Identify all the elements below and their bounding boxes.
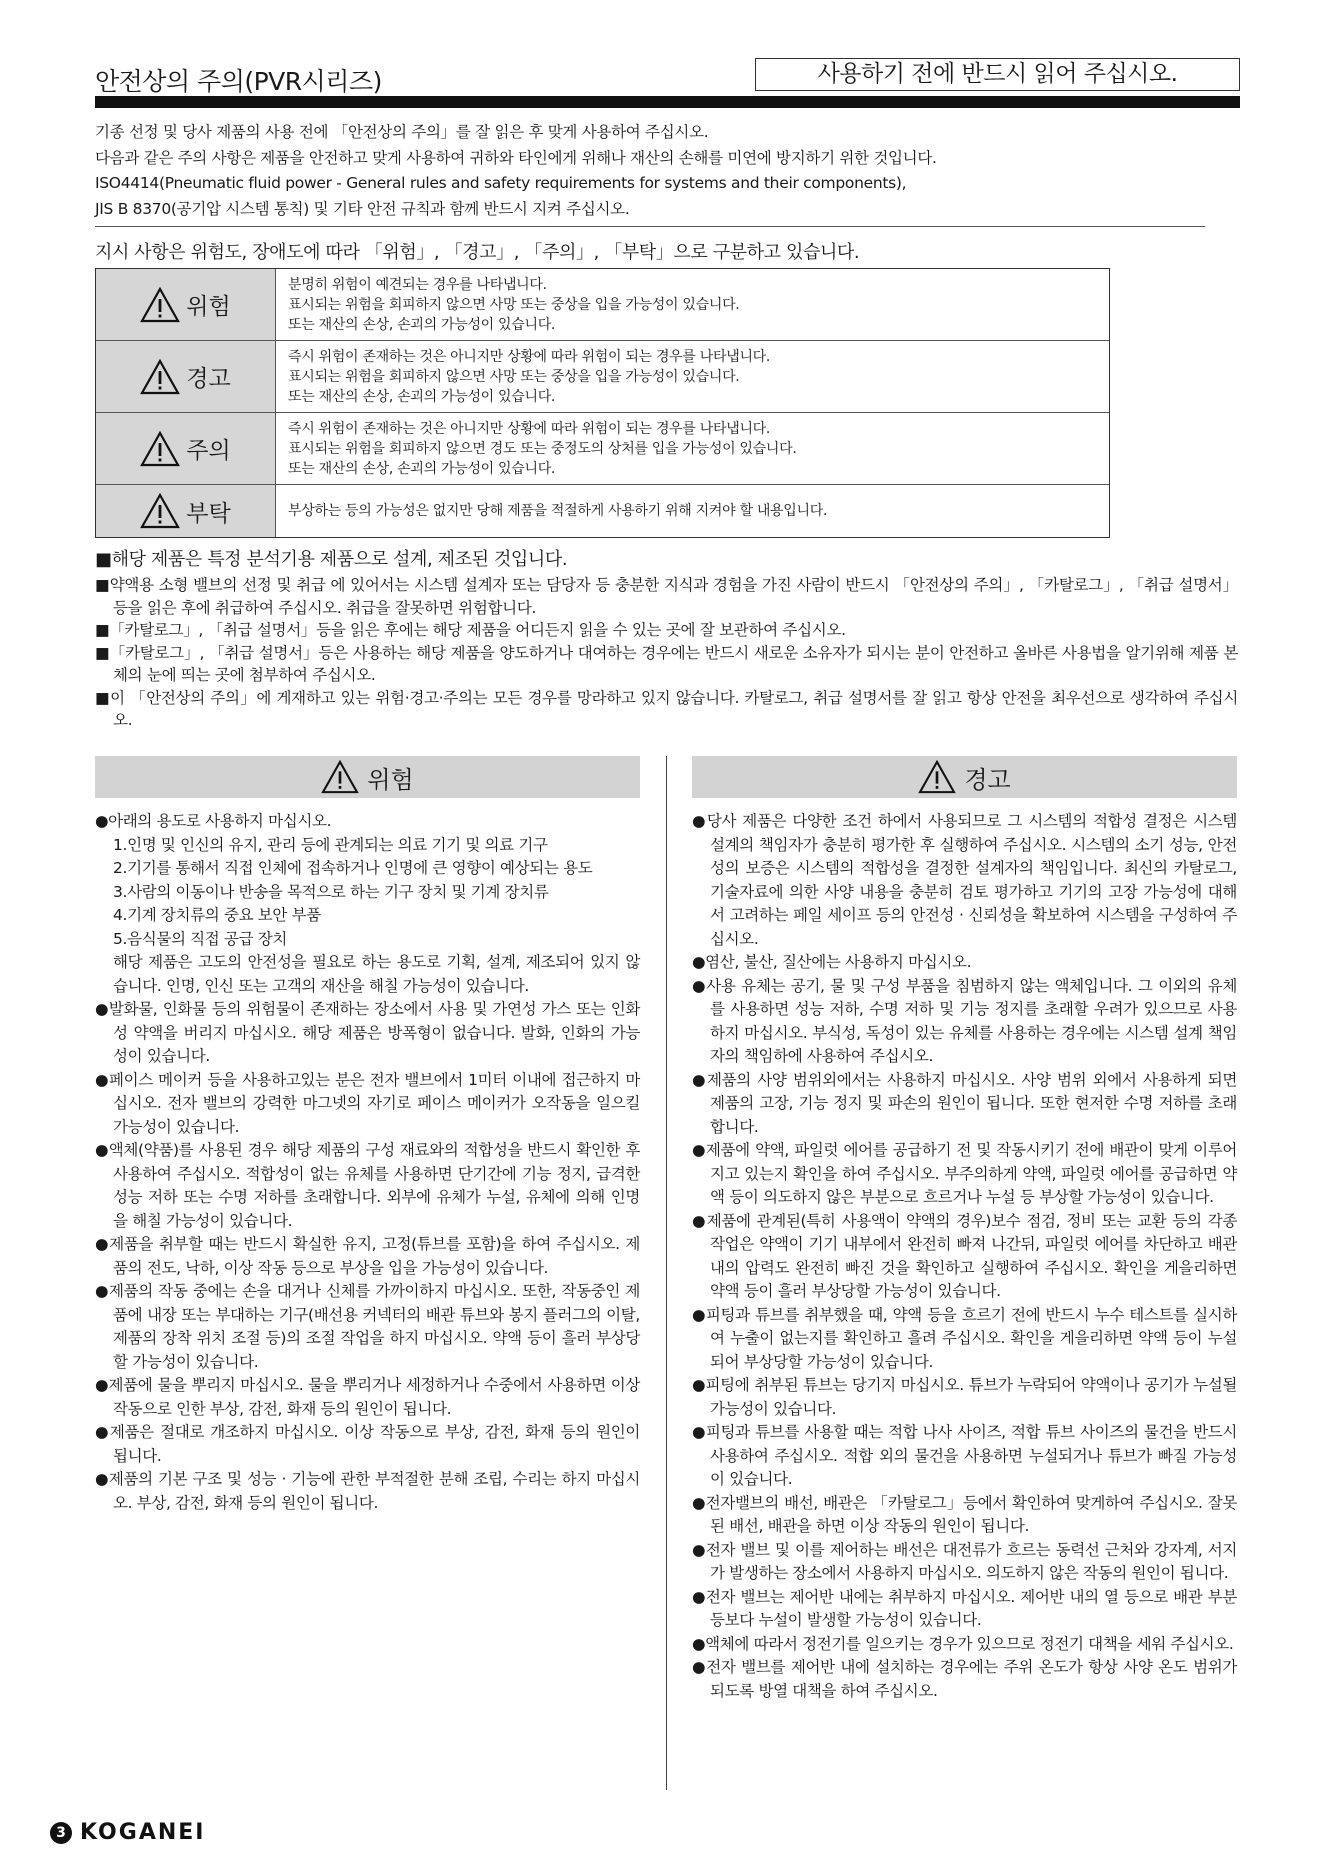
danger-section — [95, 756, 640, 1515]
notes-title: ■해당 제품은 특정 분석기용 제품으로 설계, 제조된 것입니다. — [95, 549, 568, 570]
level-desc-line: 즉시 위험이 존재하는 것은 아니지만 상황에 따라 위험이 되는 경우를 나타냅니다. — [288, 420, 771, 437]
level-label: 주의 — [186, 438, 231, 464]
danger-body — [95, 798, 640, 1515]
prohibited-use-item: 2.기기를 통해서 직접 인체에 접속하거나 인명에 큰 영향이 예상되는 용도 — [113, 859, 593, 877]
warning-item: ●사용 유체는 공기, 물 및 구성 부품을 침범하지 않는 액체입니다. 그 이외의 유체를 사용하면 성능 저하, 수명 저하 및 기능 정지를 초래할 우려가 있으므로 사용하지 마십시오. 부식성, 독성이 있는 유체를 사용하는 경우에는 시스템 설계 책임자의 책임하에 사용하여 주십시오. — [692, 976, 1237, 1065]
danger-item: ●제품의 기본 구조 및 성능 · 기능에 관한 부적절한 분해 조립, 수리는 하지 마십시오. 부상, 감전, 화재 등의 원인이 됩니다. — [95, 1470, 640, 1512]
level-head — [96, 485, 276, 537]
brand-logo: KOGANEI — [80, 1820, 206, 1845]
column-divider — [666, 756, 667, 1790]
level-row-request — [96, 485, 1109, 537]
warning-triangle-icon — [140, 431, 180, 467]
warning-item: ●전자밸브의 배선, 배관은 「카탈로그」등에서 확인하여 맞게하여 주십시오. 잘못된 배선, 배관을 하면 이상 작동의 원인이 됩니다. — [692, 1493, 1237, 1535]
intro-line: ISO4414(Pneumatic fluid power - General rules and safety requirements for systems and their components), — [95, 174, 907, 192]
warning-body — [692, 798, 1237, 1703]
level-label: 부탁 — [186, 500, 231, 527]
level-desc-line: 표시되는 위험을 회피하지 않으면 사망 또는 중상을 입을 가능성이 있습니다. — [288, 296, 740, 313]
level-row-danger — [96, 269, 1109, 341]
danger-heading-band — [95, 756, 640, 798]
document-title: 안전상의 주의(PVR시리즈) — [95, 67, 382, 96]
prohibited-use-item: 4.기계 장치류의 중요 보안 부품 — [113, 906, 321, 924]
prohibited-use-item: 1.인명 및 인신의 유지, 관리 등에 관계되는 의료 기기 및 의료 기구 — [113, 835, 548, 854]
note-item: ■약액용 소형 밸브의 선정 및 취급 에 있어서는 시스템 설계자 또는 담당자 등 충분한 지식과 경험을 가진 사람이 반드시 「안전상의 주의」, 「카탈로그」, 「취급 설명서」등을 읽은 후에 취급하여 주십시오. 취급을 잘못하면 위험합니다. — [95, 576, 1238, 617]
warning-triangle-icon — [140, 493, 180, 529]
warning-item: ●당사 제품은 다양한 조건 하에서 사용되므로 그 시스템의 적합성 결정은 시스템 설계의 책임자가 충분히 평가한 후 실행하여 주십시오. 시스템의 소기 성능, 안전성의 보증은 시스템의 적합성을 결정한 설계자의 책임입니다. 최신의 카탈로그, 기술자료에 의한 사양 내용을 충분히 검토 평가하고 기기의 고장 가능성에 대해서 고려하는 페일 세이프 등의 안전성 · 신뢰성을 확보하여 시스템을 구성하여 주십시오. — [692, 812, 1237, 948]
note-item: ■이 「안전상의 주의」에 게재하고 있는 위험·경고·주의는 모든 경우를 망라하고 있지 않습니다. 카탈로그, 취급 설명서를 잘 읽고 항상 안전을 최우선으로 생각하여 주십시오. — [95, 688, 1238, 729]
level-label: 위험 — [186, 294, 231, 320]
hazard-levels-table — [95, 268, 1110, 538]
read-before-use-notice: 사용하기 전에 반드시 읽어 주십시오. — [755, 58, 1240, 91]
warning-item: ●전자 밸브 및 이를 제어하는 배선은 대전류가 흐르는 동력선 근처와 강자계, 서지가 발생하는 장소에서 사용하지 마십시오. 의도하지 않은 작동의 원인이 됩니다. — [692, 1540, 1237, 1582]
page-header — [95, 58, 1240, 94]
danger-item: ●액체(약품)를 사용된 경우 해당 제품의 구성 재료와의 적합성을 반드시 확인한 후 사용하여 주십시오. 적합성이 없는 유체를 사용하면 단기간에 기능 정지, 급격한 성능 저하 또는 수명 저하를 초래합니다. 외부에 유체가 누설, 유체에 의해 인명을 해칠 가능성이 있습니다. — [95, 1141, 640, 1230]
warning-item: ●전자 밸브는 제어반 내에는 취부하지 마십시오. 제어반 내의 열 등으로 배관 부분 등보다 누설이 발생할 가능성이 있습니다. — [692, 1587, 1237, 1629]
danger-item: ●페이스 메이커 등을 사용하고있는 분은 전자 밸브에서 1미터 이내에 접근하지 마십시오. 전자 밸브의 강력한 마그넷의 자기로 페이스 메이커가 오작동을 일으킬 가능성이 있습니다. — [95, 1070, 640, 1136]
intro-line: JIS B 8370(공기압 시스템 통칙) 및 기타 안전 규칙과 함께 반드시 지켜 주십시오. — [95, 199, 630, 218]
level-head — [96, 269, 276, 340]
warning-triangle-icon — [140, 287, 180, 323]
danger-item: ●제품에 물을 뿌리지 마십시오. 물을 뿌리거나 세정하거나 수중에서 사용하면 이상 작동으로 인한 부상, 감전, 화재 등의 원인이 됩니다. — [95, 1376, 640, 1418]
level-desc-line: 분명히 위험이 예견되는 경우를 나타냅니다. — [288, 276, 547, 293]
warning-heading: 경고 — [964, 765, 1011, 794]
warning-item: ●염산, 불산, 질산에는 사용하지 마십시오. — [692, 953, 972, 971]
warning-item: ●액체에 따라서 정전기를 일으키는 경우가 있으므로 정전기 대책을 세워 주십시오. — [692, 1634, 1234, 1653]
prohibited-use-item: 3.사람의 이동이나 반송을 목적으로 하는 기구 장치 및 기계 장치류 — [113, 882, 549, 901]
danger-item: ●아래의 용도로 사용하지 마십시오. — [95, 812, 332, 830]
note-item: ■「카탈로그」, 「취급 설명서」등을 읽은 후에는 해당 제품을 어디든지 읽을 수 있는 곳에 잘 보관하여 주십시오. — [95, 621, 846, 639]
level-desc-line: 표시되는 위험을 회피하지 않으면 경도 또는 중정도의 상처를 입을 가능성이 있습니다. — [288, 440, 797, 457]
intro-line: 기종 선정 및 당사 제품의 사용 전에 「안전상의 주의」를 잘 읽은 후 맞게 사용하여 주십시오. — [95, 123, 709, 141]
page-footer — [50, 1820, 205, 1845]
warning-triangle-icon — [918, 760, 956, 794]
general-notes — [95, 546, 1238, 732]
warning-triangle-icon — [140, 359, 180, 395]
level-desc-line: 또는 재산의 손상, 손괴의 가능성이 있습니다. — [288, 388, 556, 405]
level-description — [276, 269, 1109, 340]
level-desc-line: 표시되는 위험을 회피하지 않으면 사망 또는 중상을 입을 가능성이 있습니다. — [288, 368, 740, 385]
levels-caption: 지시 사항은 위험도, 장애도에 따라 「위험」, 「경고」, 「주의」, 「부탁」으로 구분하고 있습니다. — [95, 242, 860, 263]
intro-divider — [95, 226, 1205, 227]
level-description — [276, 413, 1109, 484]
danger-item: ●발화물, 인화물 등의 위험물이 존재하는 장소에서 사용 및 가연성 가스 또는 인화성 약액을 버리지 마십시오. 해당 제품은 방폭형이 없습니다. 발화, 인화의 가능성이 있습니다. — [95, 1000, 640, 1065]
warning-triangle-icon — [321, 760, 359, 794]
warning-item: ●전자 밸브를 제어반 내에 설치하는 경우에는 주위 온도가 항상 사양 온도 범위가 되도록 방열 대책을 하여 주십시오. — [692, 1658, 1237, 1700]
level-row-caution — [96, 413, 1109, 485]
warning-section — [692, 756, 1237, 1703]
danger-item: ●제품은 절대로 개조하지 마십시오. 이상 작동으로 부상, 감전, 화재 등의 원인이 됩니다. — [95, 1423, 640, 1465]
level-label: 경고 — [186, 366, 231, 392]
prohibited-use-item: 5.음식물의 직접 공급 장치 — [113, 929, 288, 948]
warning-item: ●피팅과 튜브를 취부했을 때, 약액 등을 흐르기 전에 반드시 누수 테스트를 실시하여 누출이 없는지를 확인하고 흘려 주십시오. 확인을 게을리하면 약액 등이 누설되어 부상당할 가능성이 있습니다. — [692, 1305, 1237, 1371]
warning-item: ●제품에 약액, 파일럿 에어를 공급하기 전 및 작동시키기 전에 배관이 맞게 이루어지고 있는지 확인을 하여 주십시오. 부주의하게 약액, 파일럿 에어를 공급하면 약액 등이 의도하지 않은 부분으로 흐르거나 누설 등 부상할 가능성이 있습니다. — [692, 1141, 1237, 1206]
intro-text — [95, 120, 1205, 222]
intro-line: 다음과 같은 주의 사항은 제품을 안전하고 맞게 사용하여 귀하와 타인에게 위해나 재산의 손해를 미연에 방지하기 위한 것입니다. — [95, 148, 937, 167]
danger-item: ●제품의 작동 중에는 손을 대거나 신체를 가까이하지 마십시오. 또한, 작동중인 제품에 내장 또는 부대하는 기구(배선용 커넥터의 배관 튜브와 봉지 플러그의 이탈, 제품의 장착 위치 조절 등)의 조절 작업을 하지 마십시오. 약액 등이 흘러 부상당할 가능성이 있습니다. — [95, 1282, 640, 1371]
prohibited-use-note: 해당 제품은 고도의 안전성을 필요로 하는 용도로 기획, 설계, 제조되어 있지 않습니다. 인명, 인신 또는 고객의 재산을 해칠 가능성이 있습니다. — [113, 953, 640, 995]
warning-heading-band — [692, 756, 1237, 798]
warning-item: ●피팅과 튜브를 사용할 때는 적합 나사 사이즈, 적합 튜브 사이즈의 물건을 반드시 사용하여 주십시오. 적합 외의 물건을 사용하면 누설되거나 튜브가 빠질 가능성이 있습니다. — [692, 1423, 1237, 1488]
level-desc-line: 또는 재산의 손상, 손괴의 가능성이 있습니다. — [288, 316, 556, 333]
level-head — [96, 341, 276, 412]
level-desc-line: 즉시 위험이 존재하는 것은 아니지만 상황에 따라 위험이 되는 경우를 나타냅니다. — [288, 348, 771, 365]
warning-item: ●제품의 사양 범위외에서는 사용하지 마십시오. 사양 범위 외에서 사용하게 되면 제품의 고장, 기능 정지 및 파손의 원인이 됩니다. 또한 현저한 수명 저하를 초래합니다. — [692, 1070, 1237, 1136]
level-head — [96, 413, 276, 484]
level-desc-line: 또는 재산의 손상, 손괴의 가능성이 있습니다. — [288, 460, 556, 477]
level-description — [276, 341, 1109, 412]
warning-item: ●피팅에 취부된 튜브는 당기지 마십시오. 튜브가 누락되어 약액이나 공기가 누설될 가능성이 있습니다. — [692, 1376, 1237, 1418]
danger-item: ●제품을 취부할 때는 반드시 확실한 유지, 고정(튜브를 포함)을 하여 주십시오. 제품의 전도, 낙하, 이상 작동 등으로 부상을 입을 가능성이 있습니다. — [95, 1235, 640, 1277]
warning-item: ●제품에 관계된(특히 사용액이 약액의 경우)보수 점검, 정비 또는 교환 등의 각종 작업은 약액이 기기 내부에서 완전히 빠져 나간뒤, 파일럿 에어를 차단하고 배관 내의 압력도 완전히 빠진 것을 확인하고 실행하여 주십시오. 확인을 게을리하면 약액 등이 흘러 부상당할 가능성이 있습니다. — [692, 1211, 1237, 1300]
note-item: ■「카탈로그」, 「취급 설명서」등은 사용하는 해당 제품을 양도하거나 대여하는 경우에는 반드시 새로운 소유자가 되시는 분이 안전하고 올바른 사용법을 알기위해 제품 본체의 눈에 띄는 곳에 첨부하여 주십시오. — [95, 643, 1238, 684]
level-description — [276, 485, 1109, 537]
header-rule — [95, 96, 1240, 108]
page-number: 3 — [50, 1822, 72, 1844]
level-desc-line: 부상하는 등의 가능성은 없지만 당해 제품을 적절하게 사용하기 위해 지켜야 할 내용입니다. — [288, 503, 828, 519]
level-row-warning — [96, 341, 1109, 413]
danger-heading: 위험 — [367, 765, 414, 794]
